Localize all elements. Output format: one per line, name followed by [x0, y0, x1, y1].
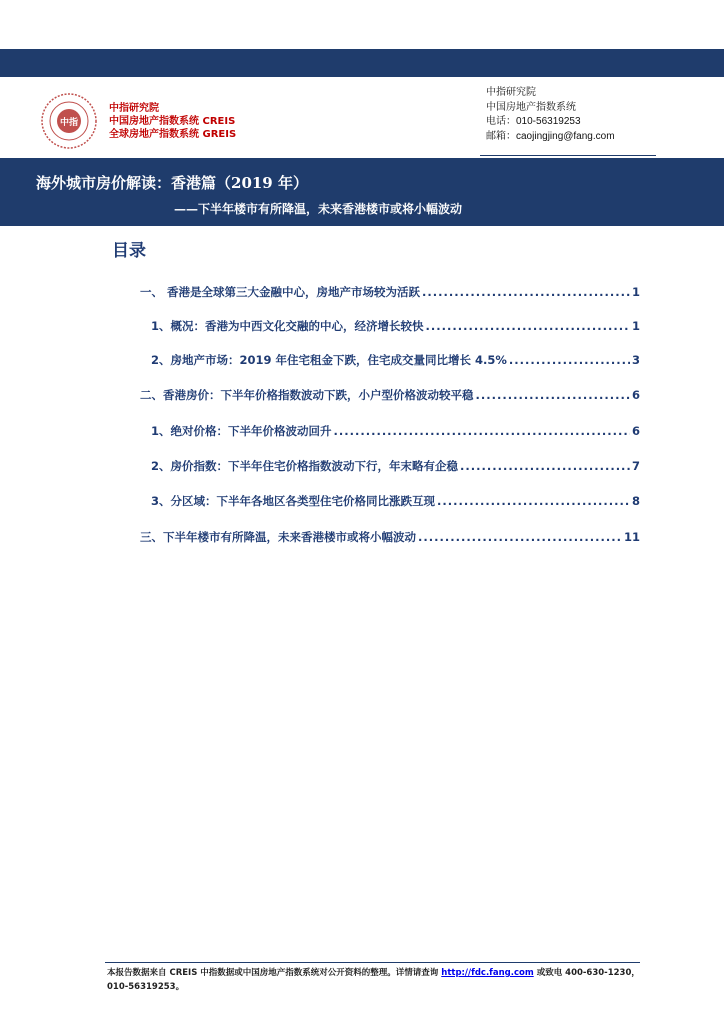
- phone-label: 电话：: [486, 116, 516, 127]
- toc-leader: [334, 424, 630, 438]
- toc-entry-text: 2、房地产市场：2019 年住宅租金下跌，住宅成交量同比增长 4.5%: [151, 353, 507, 367]
- organization-names: [109, 102, 236, 141]
- footer-text-before: 本报告数据来自 CREIS 中指数据或中国房地产指数系统对公开资料的整理。详情请查询: [107, 968, 442, 978]
- contact-org: 中指研究院: [486, 87, 536, 98]
- email-value[interactable]: caojingjing@fang.com: [516, 130, 615, 142]
- toc-leader: [460, 459, 630, 473]
- toc-entry[interactable]: [140, 284, 640, 300]
- footer-divider: [105, 962, 640, 963]
- toc-entry-text: 1、概况：香港为中西文化交融的中心，经济增长较快: [151, 319, 424, 333]
- contact-block: [486, 86, 615, 144]
- toc-entry-text: 1、绝对价格：下半年价格波动回升: [151, 424, 332, 438]
- toc-leader: [476, 388, 630, 402]
- toc-entry[interactable]: [151, 493, 640, 509]
- logo: [40, 92, 98, 150]
- toc-page-number: 1: [631, 319, 640, 333]
- title-banner: [0, 158, 724, 226]
- toc-page-number: 6: [631, 424, 640, 438]
- toc-entry-text: 2、房价指数：下半年住宅价格指数波动下行，年末略有企稳: [151, 459, 458, 473]
- footer-text-after: 或致电 400-630-1230，010-56319253。: [107, 968, 640, 992]
- phone-value: 010-56319253: [516, 116, 581, 127]
- toc-page-number: 1: [631, 285, 640, 299]
- org-line: 全球房地产指数系统 GREIS: [109, 129, 237, 140]
- toc-leader: [422, 285, 630, 299]
- contact-email: [486, 130, 615, 145]
- toc-heading: 目录: [112, 241, 146, 261]
- org-line: 中国房地产指数系统 CREIS: [109, 116, 236, 127]
- toc-entry[interactable]: [151, 352, 640, 368]
- toc-entry[interactable]: [140, 387, 640, 403]
- contact-divider: [480, 155, 656, 156]
- report-subtitle: ——下半年楼市有所降温，未来香港楼市或将小幅波动: [174, 202, 463, 216]
- toc-entry-text: 3、分区域：下半年各地区各类型住宅价格同比涨跌互现: [151, 494, 435, 508]
- email-label: 邮箱：: [486, 130, 516, 142]
- toc-page-number: 7: [631, 459, 640, 473]
- toc-leader: [437, 494, 630, 508]
- toc-page-number: 3: [631, 353, 640, 367]
- contact-phone: [486, 115, 615, 130]
- toc-page-number: 11: [623, 530, 640, 544]
- logo-seal-icon: [40, 92, 98, 150]
- toc-entry[interactable]: [151, 458, 640, 474]
- top-banner: [0, 49, 724, 77]
- toc-entry-text: 二、香港房价：下半年价格指数波动下跌，小户型价格波动较平稳: [140, 388, 474, 402]
- toc-page-number: 8: [631, 494, 640, 508]
- toc-leader: [418, 530, 622, 544]
- org-line: 中指研究院: [109, 103, 159, 114]
- contact-system: 中国房地产指数系统: [486, 101, 576, 113]
- toc-entry[interactable]: [151, 318, 640, 334]
- toc-entry[interactable]: [151, 423, 640, 439]
- logo-center-text: 中指: [59, 118, 79, 128]
- toc-entry[interactable]: [140, 529, 640, 545]
- toc-leader: [509, 353, 630, 367]
- report-title: 海外城市房价解读：香港篇（2019 年）: [36, 174, 308, 192]
- toc-page-number: 6: [631, 388, 640, 402]
- footer-link[interactable]: http://fdc.fang.com: [441, 968, 534, 978]
- toc-entry-text: 一、 香港是全球第三大金融中心，房地产市场较为活跃: [140, 285, 421, 299]
- toc-entry-text: 三、下半年楼市有所降温，未来香港楼市或将小幅波动: [140, 530, 416, 544]
- toc-leader: [426, 319, 630, 333]
- footer-note: [107, 966, 642, 994]
